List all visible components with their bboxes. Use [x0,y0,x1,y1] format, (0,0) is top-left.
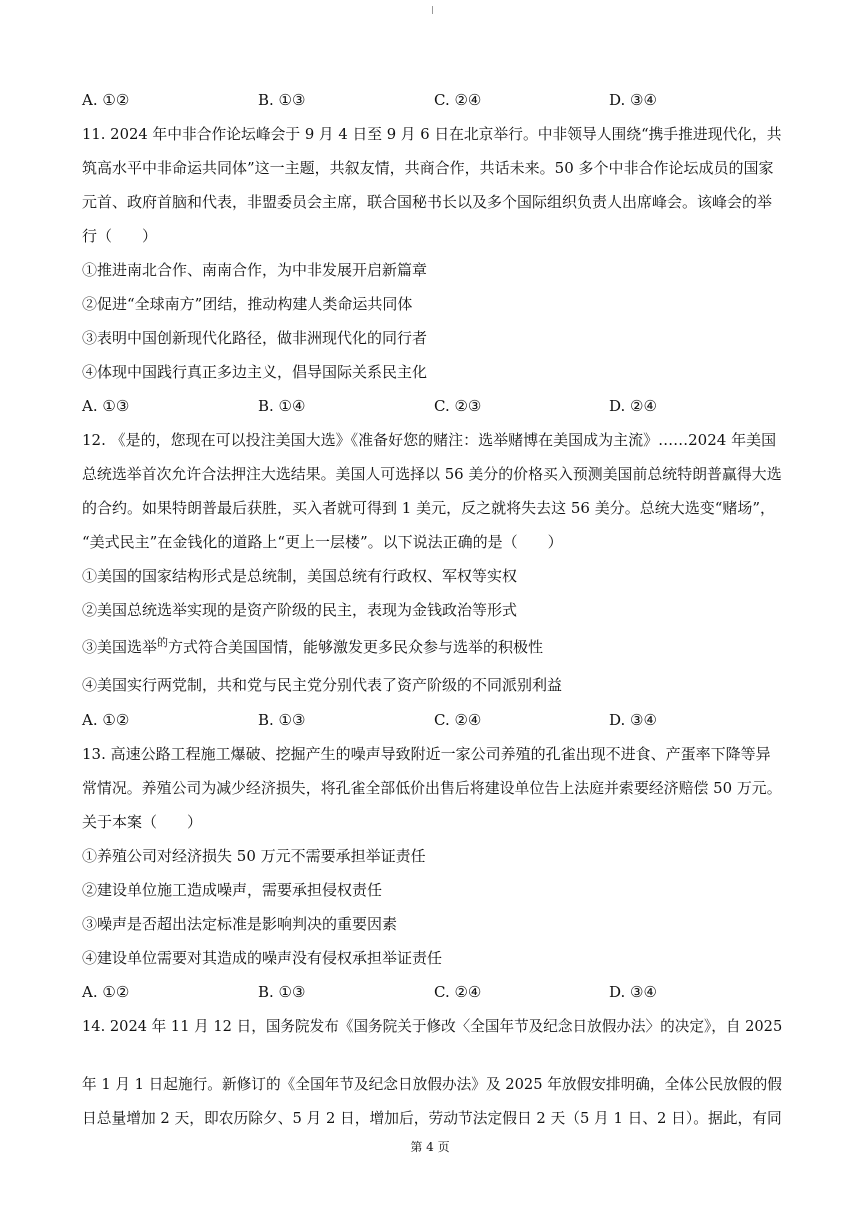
q12-statement: ①美国的国家结构形式是总统制，美国总统有行政权、军权等实权 [82,567,518,585]
header-mark [432,6,433,14]
option-a: A. ①② [82,91,130,109]
option-a: A. ①② [82,711,130,729]
statement-part: ③美国选举 [82,638,158,656]
q12-stem-line: “美式民主”在金钱化的道路上“更上一层楼”。以下说法正确的是（ ） [82,533,563,551]
page-number: 第 4 页 [410,1140,450,1154]
statement-mark: 的 [157,636,169,649]
q13-statement: ③噪声是否超出法定标准是影响判决的重要因素 [82,915,398,933]
q11-statement: ③表明中国创新现代化路径，做非洲现代化的同行者 [82,329,428,347]
option-a: A. ①③ [82,397,130,415]
q11-statement: ②促进“全球南方”团结，推动构建人类命运共同体 [82,295,413,313]
option-b: B. ①④ [258,397,306,415]
q11-stem-line: 行（ ） [82,227,158,245]
q13-statement: ②建设单位施工造成噪声，需要承担侵权责任 [82,881,383,899]
option-d: D. ③④ [609,91,657,109]
q13-stem-line: 常情况。养殖公司为减少经济损失，将孔雀全部低价出售后将建设单位告上法庭并索要经济赔偿 50 万元。 [82,779,782,797]
option-c: C. ②④ [434,983,482,1001]
q11-statement: ①推进南北合作、南南合作，为中非发展开启新篇章 [82,261,428,279]
option-c: C. ②④ [434,711,482,729]
q13-statement: ④建设单位需要对其造成的噪声没有侵权承担举证责任 [82,949,443,967]
option-d: D. ②④ [609,397,657,415]
option-b: B. ①③ [258,91,306,109]
q11-stem-line: 元首、政府首脑和代表，非盟委员会主席，联合国秘书长以及多个国际组织负责人出席峰会。该峰会的举 [82,193,773,211]
q11-stem-line: 筑高水平中非命运共同体”这一主题，共叙友情，共商合作，共话未来。50 多个中非合作论坛成员的国家 [82,159,774,177]
q14-stem-line: 年 1 月 1 日起施行。新修订的《全国年节及纪念日放假办法》及 2025 年放假安排明确，全体公民放假的假 [82,1075,782,1093]
q12-statement: ②美国总统选举实现的是资产阶级的民主，表现为金钱政治等形式 [82,601,518,619]
q11-statement: ④体现中国践行真正多边主义，倡导国际关系民主化 [82,363,428,381]
option-b: B. ①③ [258,711,306,729]
q11-stem-line: 11. 2024 年中非合作论坛峰会于 9 月 4 日至 9 月 6 日在北京举行。中非领导人围绕“携手推进现代化，共 [82,125,782,143]
q12-stem-line: 总统选举首次允许合法押注大选结果。美国人可选择以 56 美分的价格买入预测美国前总统特朗普赢得大选 [82,465,782,483]
option-d: D. ③④ [609,711,657,729]
option-c: C. ②③ [434,397,482,415]
q12-stem-line: 的合约。如果特朗普最后获胜，买入者就可得到 1 美元，反之就将失去这 56 美分。总统大选变“赌场”， [82,499,776,517]
q12-statement: ④美国实行两党制，共和党与民主党分别代表了资产阶级的不同派别利益 [82,676,563,694]
option-d: D. ③④ [609,983,657,1001]
q12-stem-line: 12. 《是的，您现在可以投注美国大选》《准备好您的赌注：选举赌博在美国成为主流》……2024 年美国 [82,431,777,449]
q14-stem-line: 14. 2024 年 11 月 12 日，国务院发布《国务院关于修改〈全国年节及纪念日放假办法〉的决定》，自 2025 [82,1017,783,1035]
q12-statement [82,637,543,659]
q13-statement: ①养殖公司对经济损失 50 万元不需要承担举证责任 [82,847,426,865]
q13-stem-line: 13. 高速公路工程施工爆破、挖掘产生的噪声导致附近一家公司养殖的孔雀出现不进食、产蛋率下降等异 [82,745,771,763]
option-c: C. ②④ [434,91,482,109]
option-b: B. ①③ [258,983,306,1001]
q13-stem-line: 关于本案（ ） [82,813,203,831]
statement-part: 方式符合美国国情，能够激发更多民众参与选举的积极性 [168,638,544,656]
option-a: A. ①② [82,983,130,1001]
q14-stem-line: 日总量增加 2 天，即农历除夕、5 月 2 日，增加后，劳动节法定假日 2 天（5 月 1 日、2 日）。据此，有同 [82,1109,782,1127]
